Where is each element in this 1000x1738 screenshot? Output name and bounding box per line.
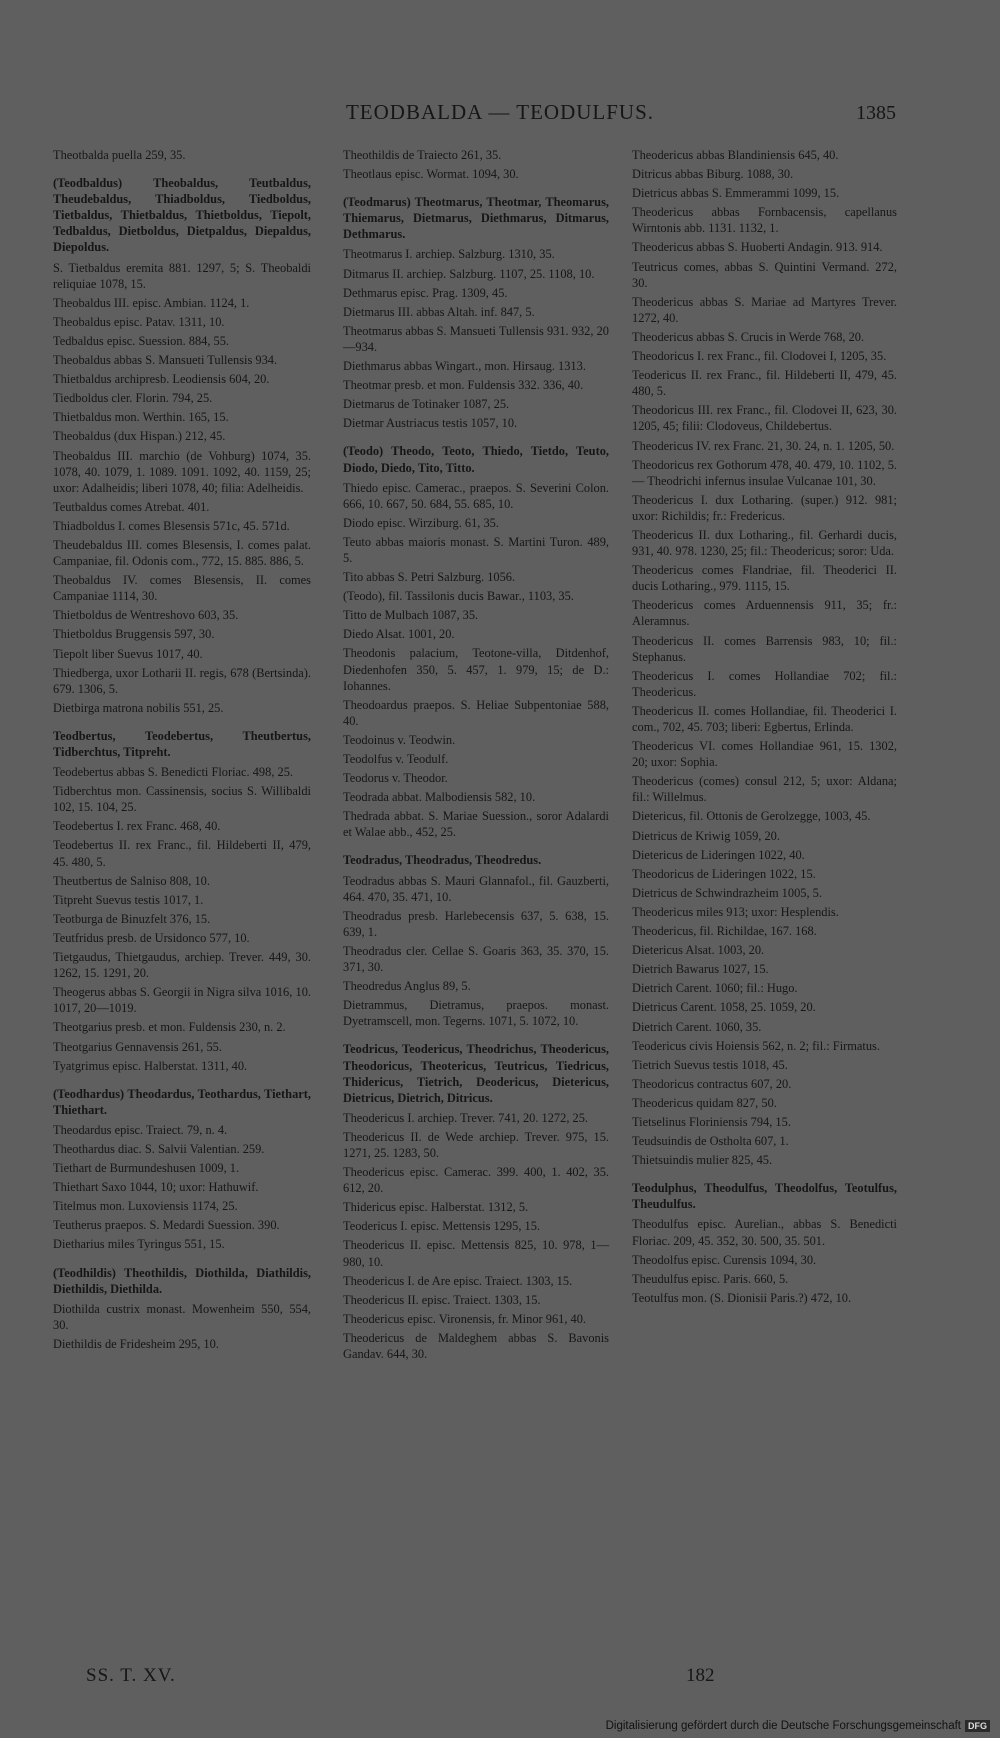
index-entry: Dietrich Carent. 1060; fil.: Hugo. <box>632 981 798 996</box>
index-entry: Theodericus II. episc. Traiect. 1303, 15. <box>343 1292 541 1307</box>
index-entry: Teodrada abbat. Malbodiensis 582, 10. <box>343 790 536 805</box>
index-entry: Theodericus, fil. Richildae, 167. 168. <box>632 924 817 939</box>
index-entry: S. Tietbaldus eremita 881. 1297, 5; S. Theobaldi reliquiae 1078, 15. <box>53 260 311 291</box>
index-entry: Dietericus, fil. Ottonis de Gerolzegge, 1003, 45. <box>632 809 871 824</box>
index-entry: Diodo episc. Wirziburg. 61, 35. <box>343 515 499 530</box>
index-entry: Teodebertus I. rex Franc. 468, 40. <box>53 819 221 834</box>
index-entry: Theodredus Anglus 89, 5. <box>343 979 471 994</box>
index-entry: Theodericus abbas S. Huoberti Andagin. 913. 914. <box>632 240 883 255</box>
index-entry: Theodradus cler. Cellae S. Goaris 363, 35. 370, 15. 371, 30. <box>343 943 609 975</box>
index-entry: Dietharius miles Tyringus 551, 15. <box>53 1237 225 1252</box>
index-entry: Theudebaldus III. comes Blesensis, I. comes palat. Campaniae, fil. Odonis com., 772, 15. 885. 886, 5. <box>53 537 311 569</box>
index-entry: Teutbaldus comes Atrebat. 401. <box>53 499 210 514</box>
index-entry: Tyatgrimus episc. Halberstat. 1311, 40. <box>53 1058 248 1073</box>
index-entry: Thidericus episc. Halberstat. 1312, 5. <box>343 1200 529 1215</box>
index-entry: Theotmar presb. et mon. Fuldensis 332. 336, 40. <box>343 378 584 393</box>
index-entry: Dietrich Bawarus 1027, 15. <box>632 962 769 977</box>
sheet-number: 182 <box>686 1665 715 1686</box>
index-entry: Theothildis de Traiecto 261, 35. <box>343 148 502 162</box>
index-entry: Teodericus I. episc. Mettensis 1295, 15. <box>343 1219 540 1234</box>
volume-label: SS. T. XV. <box>86 1665 176 1686</box>
index-entry: Tito abbas S. Petri Salzburg. 1056. <box>343 570 516 585</box>
index-entry: Theotmarus I. archiep. Salzburg. 1310, 35. <box>343 247 555 262</box>
index-entry: Teuto abbas maioris monast. S. Martini Turon. 489, 5. <box>343 534 609 565</box>
page-number: 1385 <box>856 102 896 124</box>
index-entry: Thedrada abbat. S. Mariae Suession., soror Adalardi et Walae abb., 452, 25. <box>343 809 609 840</box>
index-entry: Dietrich Carent. 1060, 35. <box>632 1019 762 1034</box>
index-entry: Dietmarus III. abbas Altah. inf. 847, 5. <box>343 304 535 319</box>
index-entry: Dietmarus de Totinaker 1087, 25. <box>343 397 510 412</box>
index-entry: Theobaldus III. marchio (de Vohburg) 1074, 35. 1078, 40. 1079, 1. 1089. 1091. 1092, 40. 1159, 25; uxor: Adalheidis; liberi 1078, 40; filia: Adelheidis. <box>53 448 311 495</box>
index-entry: Diethildis de Fridesheim 295, 10. <box>53 1336 219 1351</box>
index-entry: Dietricus de Kriwig 1059, 20. <box>632 828 780 843</box>
index-entry: Teodericus civis Hoiensis 562, n. 2; fil.: Firmatus. <box>632 1038 880 1053</box>
index-entry: Teodebertus II. rex Franc., fil. Hildeberti II, 479, 45. 480, 5. <box>53 838 311 869</box>
index-heading: Teodulphus, Theodulfus, Theodolfus, Teotulfus, Theudulfus. <box>632 1181 897 1212</box>
index-entry: Theobaldus IV. comes Blesensis, II. comes Campaniae 1114, 30. <box>53 573 311 604</box>
index-entry: Theutbertus de Salniso 808, 10. <box>53 873 210 888</box>
index-entry: Teodradus abbas S. Mauri Glannafol., fil. Gauzberti, 464. 470, 35. 471, 10. <box>343 873 609 904</box>
index-entry: Theodardus episc. Traiect. 79, n. 4. <box>53 1122 228 1137</box>
index-entry: Diothilda custrix monast. Mowenheim 550, 554, 30. <box>53 1301 311 1332</box>
index-entry: Dietrammus, Dietramus, praepos. monast. Dyetramscell, mon. Tegerns. 1071, 5. 1072, 10. <box>343 998 609 1029</box>
index-entry: Ditricus abbas Biburg. 1088, 30. <box>632 167 794 182</box>
index-entry: Thietboldus de Wentreshovo 603, 35. <box>53 608 239 623</box>
index-entry: Theodericus comes Arduennensis 911, 35; fr.: Aleramnus. <box>632 598 897 629</box>
index-column-3 <box>622 147 897 1309</box>
index-entry: Teotburga de Binuzfelt 376, 15. <box>53 911 211 926</box>
index-entry: Theodolfus episc. Curensis 1094, 30. <box>632 1252 817 1267</box>
index-entry: Titto de Mulbach 1087, 35. <box>343 608 479 623</box>
index-entry: Theobaldus abbas S. Mansueti Tullensis 934. <box>53 353 278 368</box>
index-entry: Theogerus abbas S. Georgii in Nigra silva 1016, 10. 1017, 20—1019. <box>53 985 311 1016</box>
index-entry: Teutfridus presb. de Ursidonco 577, 10. <box>53 930 250 945</box>
index-entry: Teutricus comes, abbas S. Quintini Vermand. 272, 30. <box>632 259 897 290</box>
page-title: TEODBALDA — TEODULFUS. <box>345 100 655 124</box>
index-entry: Theotbalda puella 259, 35. <box>53 148 186 162</box>
index-heading: (Teodbaldus) Theobaldus, Teutbaldus, Theudebaldus, Thiadboldus, Tiedboldus, Tietbaldus, Thietbaldus, Thietboldus, Tiepolt, Tedbaldus, Dietboldus, Dietpaldus, Diepaldus, Diepoldus. <box>53 176 311 255</box>
index-entry: Teodericus II. rex Franc., fil. Hildeberti II, 479, 45. 480, 5. <box>632 368 897 399</box>
index-entry: Teodebertus abbas S. Benedicti Floriac. 498, 25. <box>53 765 294 780</box>
index-entry: Tietrich Suevus testis 1018, 45. <box>632 1057 788 1072</box>
index-entry: Theodoricus rex Gothorum 478, 40. 479, 10. 1102, 5. — Theodrichi infernus insulae Vulcanae 101, 30. <box>632 457 897 488</box>
index-entry: Theodericus II. comes Barrensis 983, 10; fil.: Stephanus. <box>632 633 897 664</box>
index-entry: Theobaldus episc. Patav. 1311, 10. <box>53 314 225 329</box>
index-entry: Theodericus IV. rex Franc. 21, 30. 24, n. 1. 1205, 50. <box>632 438 895 453</box>
index-entry: Theodericus abbas S. Mariae ad Martyres Trever. 1272, 40. <box>632 294 897 325</box>
index-entry: Thiethart Saxo 1044, 10; uxor: Hathuwif. <box>53 1180 259 1195</box>
index-entry: Theotlaus episc. Wormat. 1094, 30. <box>343 167 519 182</box>
dfg-logo: DFG <box>965 1720 990 1732</box>
index-entry: Tietselinus Floriniensis 794, 15. <box>632 1114 791 1129</box>
index-entry: Dietricus de Schwindrazheim 1005, 5. <box>632 885 822 900</box>
index-entry: Thietboldus Bruggensis 597, 30. <box>53 627 215 642</box>
index-entry: Theodoricus III. rex Franc., fil. Clodovei II, 623, 30. 1205, 45; filii: Clodoveus, Childebertus. <box>632 403 897 434</box>
index-entry: Theotmarus abbas S. Mansueti Tullensis 931. 932, 20—934. <box>343 323 609 354</box>
index-entry: Theodericus (comes) consul 212, 5; uxor: Aldana; fil.: Willelmus. <box>632 774 897 805</box>
index-entry: Teutherus praepos. S. Medardi Suession. 390. <box>53 1218 280 1233</box>
index-entry: Dietbirga matrona nobilis 551, 25. <box>53 700 224 715</box>
index-entry: Theodericus abbas Fornbacensis, capellanus Wirntonis abb. 1131. 1132, 1. <box>632 205 897 236</box>
index-entry: Teotulfus mon. (S. Dionisii Paris.?) 472, 10. <box>632 1290 852 1305</box>
index-entry: Theodericus episc. Vironensis, fr. Minor 961, 40. <box>343 1311 587 1326</box>
index-entry: Theodonis palacium, Teotone-villa, Ditdenhof, Diedenhofen 350, 5. 457, 1. 979, 15; de D.: Iohannes. <box>343 646 609 693</box>
index-entry: Tiedboldus cler. Florin. 794, 25. <box>53 391 213 406</box>
index-entry: Dietericus Alsat. 1003, 20. <box>632 943 765 958</box>
index-entry: Theotgarius presb. et mon. Fuldensis 230, n. 2. <box>53 1020 286 1035</box>
index-entry: Thiadboldus I. comes Blesensis 571c, 45. 571d. <box>53 518 290 533</box>
index-entry: Tiepolt liber Suevus 1017, 40. <box>53 646 203 661</box>
index-entry: Theodoricus de Lideringen 1022, 15. <box>632 866 816 881</box>
index-entry: Teudsuindis de Ostholta 607, 1. <box>632 1134 789 1149</box>
index-entry: Theodericus quidam 827, 50. <box>632 1095 777 1110</box>
index-entry: Theodulfus episc. Aurelian., abbas S. Benedicti Floriac. 209, 45. 352, 30. 500, 35. 501. <box>632 1217 897 1248</box>
index-entry: Ditmarus II. archiep. Salzburg. 1107, 25. 1108, 10. <box>343 266 595 281</box>
index-entry: Theodericus de Maldeghem abbas S. Bavonis Gandav. 644, 30. <box>343 1330 609 1361</box>
index-entry: Dietricus Carent. 1058, 25. 1059, 20. <box>632 1000 816 1015</box>
index-heading: (Teodo) Theodo, Teoto, Thiedo, Tietdo, Teuto, Diodo, Diedo, Tito, Titto. <box>343 444 609 475</box>
index-heading: Teodricus, Teodericus, Theodrichus, Theodericus, Theodoricus, Theotericus, Teutricus, Tiedricus, Thidericus, Tietrich, Deodericus, Dietericus, Dietricus, Dietrich, Ditricus. <box>343 1042 609 1105</box>
index-entry: Thietsuindis mulier 825, 45. <box>632 1153 773 1168</box>
index-entry: Dietmar Austriacus testis 1057, 10. <box>343 416 518 431</box>
index-entry: Theodericus I. archiep. Trever. 741, 20. 1272, 25. <box>343 1110 589 1125</box>
index-entry: Theudulfus episc. Paris. 660, 5. <box>632 1271 789 1286</box>
index-entry: Thietbaldus mon. Werthin. 165, 15. <box>53 410 229 425</box>
index-entry: Theothardus diac. S. Salvii Valentian. 259. <box>53 1141 265 1156</box>
index-entry: Theodericus episc. Camerac. 399. 400, 1. 402, 35. 612, 20. <box>343 1165 609 1196</box>
index-entry: Teodolfus v. Teodulf. <box>343 752 449 766</box>
index-heading: Teodradus, Theodradus, Theodredus. <box>343 853 542 868</box>
index-heading: (Teodhildis) Theothildis, Diothilda, Diathildis, Diethildis, Diethilda. <box>53 1265 311 1296</box>
index-entry: Theobaldus III. episc. Ambian. 1124, 1. <box>53 295 250 310</box>
index-entry: Teodorus v. Theodor. <box>343 771 448 786</box>
index-entry: Dietericus de Lideringen 1022, 40. <box>632 847 805 862</box>
index-entry: Theodericus II. de Wede archiep. Trever. 975, 15. 1271, 25. 1283, 50. <box>343 1129 609 1160</box>
index-entry: Thiedo episc. Camerac., praepos. S. Severini Colon. 666, 10. 667, 50. 684, 55. 685, 10. <box>343 480 609 511</box>
index-entry: Titelmus mon. Luxoviensis 1174, 25. <box>53 1199 238 1214</box>
index-column-2 <box>333 147 609 1365</box>
index-entry: Theodoricus contractus 607, 20. <box>632 1076 792 1091</box>
index-entry: Theotgarius Gennavensis 261, 55. <box>53 1039 222 1054</box>
index-column-1 <box>43 147 311 1355</box>
index-entry: Theodradus presb. Harlebecensis 637, 5. 638, 15. 639, 1. <box>343 908 609 939</box>
index-heading: Teodbertus, Teodebertus, Theutbertus, Tidberchtus, Titpreht. <box>53 728 311 759</box>
index-entry: Theodericus II. comes Hollandiae, fil. Theoderici I. com., 702, 45. 703; liberi: Egbertus, Erlinda. <box>632 703 897 734</box>
index-entry: Titpreht Suevus testis 1017, 1. <box>53 892 204 907</box>
index-entry: Theobaldus (dux Hispan.) 212, 45. <box>53 429 226 444</box>
index-entry: Theodericus I. de Are episc. Traiect. 1303, 15. <box>343 1273 573 1288</box>
index-entry: Theodericus VI. comes Hollandiae 961, 15. 1302, 20; uxor: Sophia. <box>632 739 897 770</box>
index-entry: Dietricus abbas S. Emmerammi 1099, 15. <box>632 186 840 201</box>
index-entry: Dethmarus episc. Prag. 1309, 45. <box>343 285 508 300</box>
index-entry: Theodericus II. dux Lotharing., fil. Gerhardi ducis, 931, 40. 978. 1230, 25; fil.: Theodericus; soror: Uda. <box>632 527 897 559</box>
index-entry: Tiethart de Burmundeshusen 1009, 1. <box>53 1161 240 1176</box>
index-entry: Theodericus abbas Blandiniensis 645, 40. <box>632 148 839 162</box>
index-entry: Theodericus abbas S. Crucis in Werde 768, 20. <box>632 329 865 344</box>
index-entry: Theodoricus I. rex Franc., fil. Clodovei I, 1205, 35. <box>632 349 887 364</box>
index-entry: Thietbaldus archipresb. Leodiensis 604, 20. <box>53 372 270 387</box>
index-entry: Theodericus I. dux Lotharing. (super.) 912. 981; uxor: Richildis; fr.: Fredericus. <box>632 492 897 523</box>
index-entry: Theodericus comes Flandriae, fil. Theoderici II. ducis Lotharing., 979. 1115, 15. <box>632 563 897 594</box>
index-entry: Thiedberga, uxor Lotharii II. regis, 678 (Bertsinda). 679. 1306, 5. <box>53 665 311 696</box>
index-entry: Teodoinus v. Teodwin. <box>343 732 456 747</box>
index-entry: Diethmarus abbas Wingart., mon. Hirsaug. 1313. <box>343 359 586 374</box>
credit-text: Digitalisierung gefördert durch die Deutsche Forschungsgemeinschaft <box>605 1720 961 1732</box>
index-entry: Theodericus II. episc. Mettensis 825, 10. 978, 1—980, 10. <box>343 1238 609 1269</box>
digitization-credit <box>606 1720 990 1732</box>
index-entry: Tidberchtus mon. Cassinensis, socius S. Willibaldi 102, 15. 104, 25. <box>53 784 311 815</box>
index-entry: (Teodo), fil. Tassilonis ducis Bawar., 1103, 35. <box>343 589 574 604</box>
index-heading: (Teodmarus) Theotmarus, Theotmar, Theomarus, Thiemarus, Dietmarus, Diethmarus, Ditmarus, Dethmarus. <box>343 195 609 242</box>
index-heading: (Teodhardus) Theodardus, Teothardus, Tiethart, Thiethart. <box>53 1086 311 1117</box>
index-entry: Tietgaudus, Thietgaudus, archiep. Trever. 449, 30. 1262, 15. 1291, 20. <box>53 950 311 981</box>
index-entry: Theodericus miles 913; uxor: Hesplendis. <box>632 904 839 919</box>
index-entry: Theodoardus praepos. S. Heliae Subpentoniae 588, 40. <box>343 697 609 728</box>
index-entry: Diedo Alsat. 1001, 20. <box>343 627 455 642</box>
index-entry: Theodericus I. comes Hollandiae 702; fil.: Theodericus. <box>632 668 897 699</box>
index-entry: Tedbaldus episc. Suession. 884, 55. <box>53 333 230 348</box>
